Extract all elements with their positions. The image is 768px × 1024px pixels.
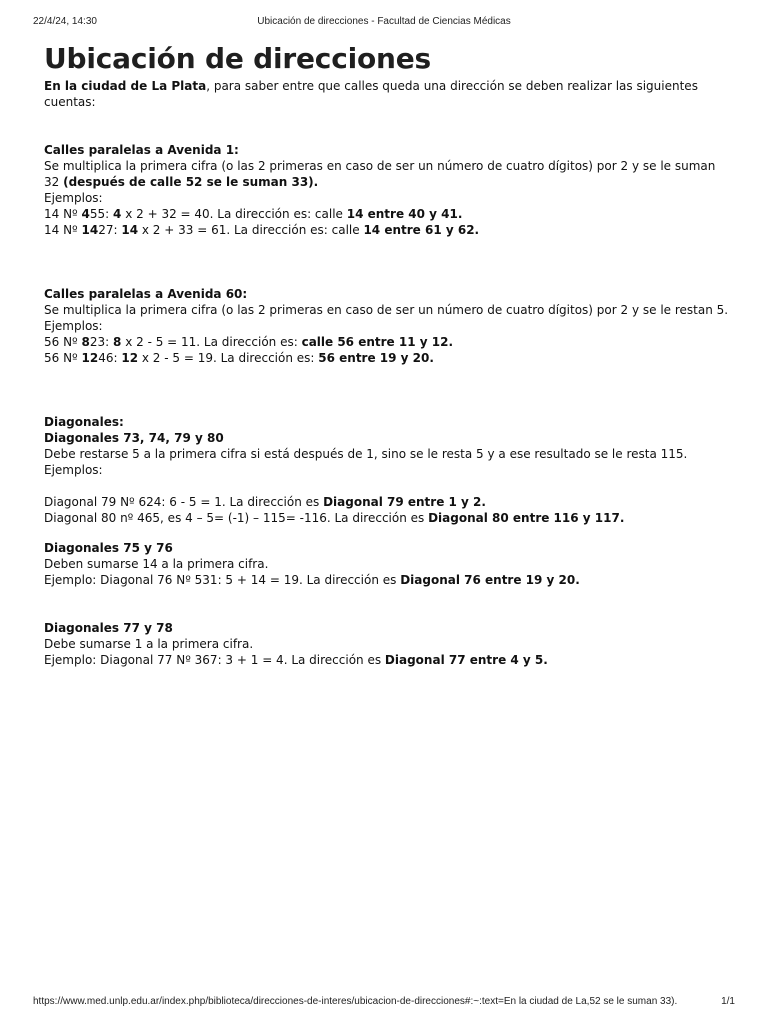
examples-label: Ejemplos: [44,463,103,477]
subsection-heading-73-74-79-80: Diagonales 73, 74, 79 y 80 [44,431,224,445]
subsection-desc: Debe restarse 5 a la primera cifra si está después de 1, sino se le resta 5 y a ese resultado se le resta 115. [44,447,688,461]
section-heading-diagonales: Diagonales: [44,415,124,429]
print-header [0,14,768,30]
document-body [44,40,734,668]
section-avenida-60 [44,286,734,366]
section-heading-avenida-60: Calles paralelas a Avenida 60: [44,287,248,301]
page-counter: 1/1 [721,996,735,1007]
print-url: https://www.med.unlp.edu.ar/index.php/biblioteca/direcciones-de-interes/ubicacion-de-direcciones#:~:text=En la ciudad de La,52 se le suman 33). [33,996,678,1007]
section-avenida-1 [44,142,734,238]
examples-label: Ejemplos: [44,319,103,333]
example-line: Diagonal 80 nº 465, es 4 – 5= (-1) – 115= -116. La dirección es Diagonal 80 entre 116 y 117. [44,511,625,525]
print-title: Ubicación de direcciones - Facultad de Ciencias Médicas [257,16,511,27]
intro-rest: , para saber entre que calles queda una dirección se deben realizar las siguientes cuentas: [44,79,698,109]
intro-paragraph [44,78,734,110]
print-footer [0,994,768,1010]
example-line: 56 Nº 1246: 12 x 2 - 5 = 19. La dirección es: 56 entre 19 y 20. [44,351,434,365]
examples-label: Ejemplos: [44,191,103,205]
page-title: Ubicación de direcciones [44,42,432,75]
intro-bold: En la ciudad de La Plata [44,79,207,93]
section-desc-avenida-1 [44,158,734,190]
example-line: Diagonal 79 Nº 624: 6 - 5 = 1. La dirección es Diagonal 79 entre 1 y 2. [44,495,486,509]
subsection-desc: Debe sumarse 1 a la primera cifra. [44,637,254,651]
example-line: Ejemplo: Diagonal 77 Nº 367: 3 + 1 = 4. La dirección es Diagonal 77 entre 4 y 5. [44,653,548,667]
subsection-heading-77-78: Diagonales 77 y 78 [44,621,173,635]
section-diagonales [44,414,734,668]
desc-bold-text: (después de calle 52 se le suman 33). [63,175,319,189]
subsection-desc: Deben sumarse 14 a la primera cifra. [44,557,269,571]
print-date: 22/4/24, 14:30 [33,16,97,27]
example-line: 56 Nº 823: 8 x 2 - 5 = 11. La dirección es: calle 56 entre 11 y 12. [44,335,453,349]
section-heading-avenida-1: Calles paralelas a Avenida 1: [44,143,239,157]
example-line: Ejemplo: Diagonal 76 Nº 531: 5 + 14 = 19. La dirección es Diagonal 76 entre 19 y 20. [44,573,580,587]
example-line: 14 Nº 1427: 14 x 2 + 33 = 61. La dirección es: calle 14 entre 61 y 62. [44,223,480,237]
subsection-heading-75-76: Diagonales 75 y 76 [44,541,173,555]
section-desc-avenida-60: Se multiplica la primera cifra (o las 2 primeras en caso de ser un número de cuatro dígitos) por 2 y se le restan 5. [44,303,729,317]
example-line: 14 Nº 455: 4 x 2 + 32 = 40. La dirección es: calle 14 entre 40 y 41. [44,207,463,221]
desc-text: Se multiplica la primera cifra (o las 2 primeras en caso de ser un número de cuatro dígitos) por 2 y se le suman 32 [44,159,716,189]
